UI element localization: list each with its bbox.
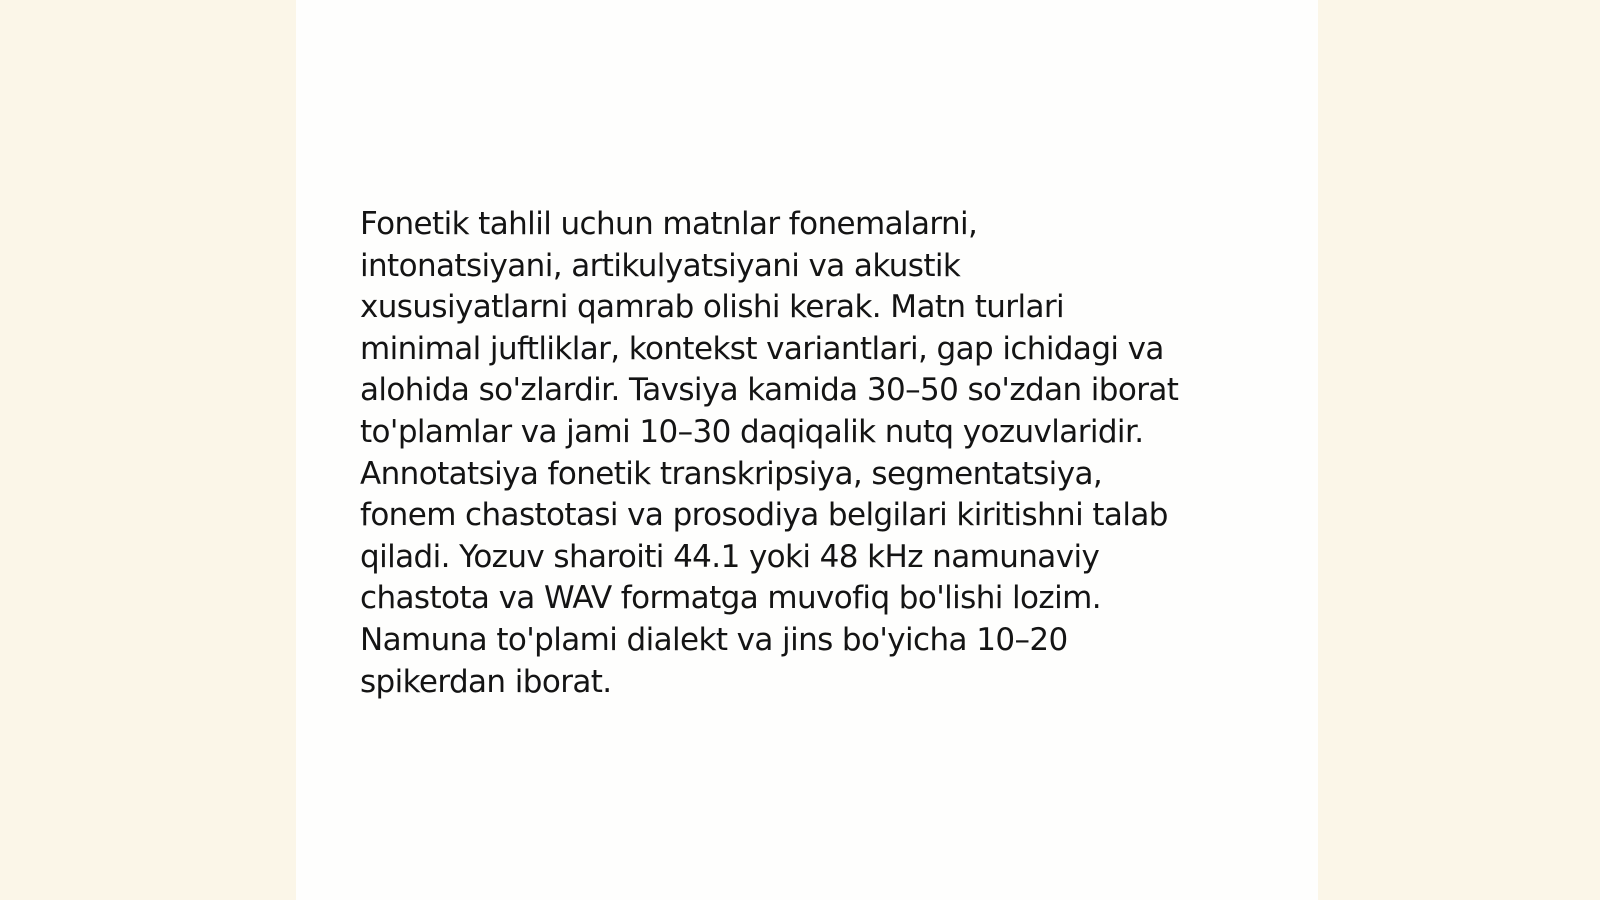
- text-line: minimal juftliklar, kontekst variantlari, gap ichidagi va: [360, 330, 1164, 367]
- text-line: xususiyatlarni qamrab olishi kerak. Matn turlari: [360, 289, 1065, 326]
- slide-panel: [296, 0, 1318, 900]
- text-line: intonatsiyani, artikulyatsiyani va akustik: [360, 247, 961, 284]
- text-line: spikerdan iborat.: [360, 663, 612, 700]
- text-line: Fonetik tahlil uchun matnlar fonemalarni,: [360, 206, 978, 242]
- text-line: Namuna to'plami dialekt va jins bo'yicha 10–20: [360, 621, 1068, 658]
- text-line: chastota va WAV formatga muvofiq bo'lishi lozim.: [360, 580, 1101, 617]
- text-line: alohida so'zlardir. Tavsiya kamida 30–50 so'zdan iborat: [360, 372, 1179, 409]
- text-line: to'plamlar va jami 10–30 daqiqalik nutq yozuvlaridir.: [360, 413, 1144, 450]
- slide-body-text: [360, 204, 1250, 703]
- text-line: Annotatsiya fonetik transkripsiya, segmentatsiya,: [360, 455, 1103, 492]
- text-line: qiladi. Yozuv sharoiti 44.1 yoki 48 kHz namunaviy: [360, 538, 1100, 575]
- text-line: fonem chastotasi va prosodiya belgilari kiritishni talab: [360, 497, 1168, 534]
